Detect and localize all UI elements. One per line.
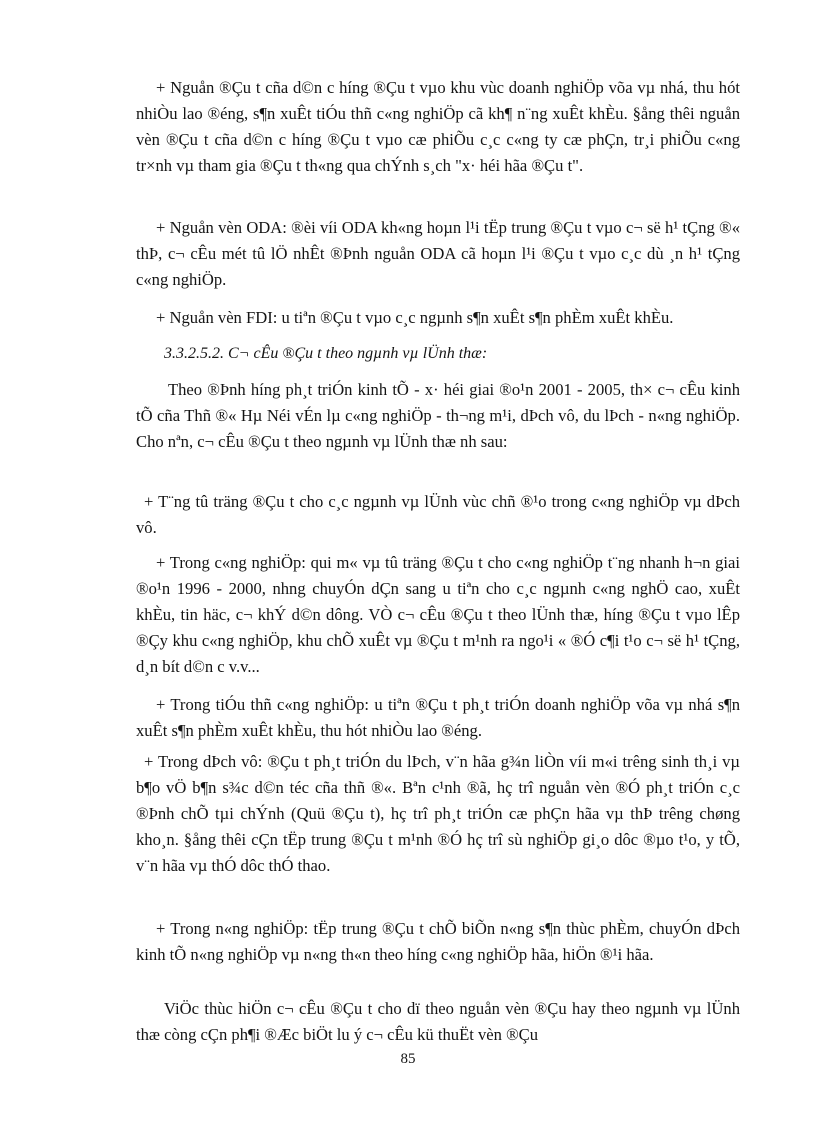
paragraph-agriculture: + Trong n«ng nghiÖp: tËp trung ®Çu t chÕ biÕn n«ng s¶n thùc phÈm, chuyÓn dÞch kinh tÕ n«ng nghiÖp vµ n«ng th«n theo híng c«ng nghiÖp hãa, hiÖn ®¹i hãa. (136, 919, 740, 964)
paragraph-economic-structure: Theo ®Þnh híng ph¸t triÓn kinh tÕ - x· héi giai ®o¹n 2001 - 2005, th× c¬ cÊu kinh tÕ cña Thñ ®« Hµ Néi vÉn lµ c«ng nghiÖp - th¬ng m¹i, dÞch vô, du lÞch - n«ng nghiÖp. Cho nªn, c¬ cÊu ®Çu t theo ngµnh vµ lÜnh thæ nh sau: (136, 380, 740, 451)
paragraph-key-sectors: + T¨ng tû träng ®Çu t cho c¸c ngµnh vµ lÜnh vùc chñ ®¹o trong c«ng nghiÖp vµ dÞch vô. (136, 492, 740, 537)
paragraph-oda-capital: + Nguån vèn ODA: ®èi víi ODA kh«ng hoµn l¹i tËp trung ®Çu t vµo c¬ së h¹ tÇng ®« thÞ, c¬ cÊu mét tû lÖ nhÊt ®Þnh nguån ODA cã hoµn l¹i ®Çu t vµo c¸c dù ¸n h¹ tÇng c«ng nghiÖp. (136, 218, 740, 289)
paragraph-handicraft: + Trong tiÓu thñ c«ng nghiÖp: u tiªn ®Çu t ph¸t triÓn doanh nghiÖp võa vµ nhá s¶n xuÊt s¶n phÈm xuÊt khÈu, thu hót nhiÒu lao ®éng. (136, 695, 740, 740)
paragraph-industry: + Trong c«ng nghiÖp: qui m« vµ tû träng ®Çu t cho c«ng nghiÖp t¨ng nhanh h¬n giai ®o¹n 1996 - 2000, nhng chuyÓn dÇn sang u tiªn cho c¸c ngµnh c«ng nghÖ cao, xuÊt khÈu, tin häc, c¬ khÝ d©n dông. VÒ c¬ cÊu ®Çu t theo lÜnh thæ, híng ®Çu t vµo lÊp ®Çy khu c«ng nghiÖp, khu chÕ xuÊt vµ ®Çu t m¹nh ra ngo¹i « ®Ó c¶i t¹o c¬ së h¹ tÇng, d¸n bít d©n c v.v... (136, 553, 740, 676)
section-heading: 3.3.2.5.2. C¬ cÊu ®Çu t theo ngµnh vµ lÜnh thæ: (164, 345, 488, 362)
paragraph-services: + Trong dÞch vô: ®Çu t ph¸t triÓn du lÞch, v¨n hãa g¾n liÒn víi m«i trêng sinh th¸i vµ b¶o vÖ b¶n s¾c d©n téc cña thñ ®«. Bªn c¹nh ®ã, hç trî nguån vèn ®Ó ph¸t triÓn c¸c ®Þnh chÕ tµi chÝnh (Quü ®Çu t), hç trî ph¸t triÓn cæ phÇn hãa vµ thÞ trêng chøng kho¸n. §ång thêi cÇn tËp trung ®Çu t m¹nh ®Ó hç trî sù nghiÖp gi¸o dôc ®µo t¹o, y tÕ, v¨n hãa vµ thÓ dôc thÓ thao. (136, 752, 740, 875)
paragraph-household-capital: + Nguån ®Çu t cña d©n c híng ®Çu t vµo khu vùc doanh nghiÖp võa vµ nhá, thu hót nhiÒu lao ®éng, s¶n xuÊt tiÓu thñ c«ng nghiÖp cã kh¶ n¨ng xuÊt khÈu. §ång thêi nguån vèn ®Çu t cña d©n c híng ®Çu t vµo cæ phiÕu c¸c c«ng ty cæ phÇn, tr¸i phiÕu c«ng tr×nh vµ tham gia ®Çu t th«ng qua chÝnh s¸ch "x· héi hãa ®Çu t". (136, 78, 740, 175)
paragraph-investment-structure: ViÖc thùc hiÖn c¬ cÊu ®Çu t cho dï theo nguån vèn ®Çu hay theo ngµnh vµ lÜnh thæ còng cÇn ph¶i ®Æc biÖt lu ý c¬ cÊu kü thuËt vèn ®Çu (136, 999, 740, 1044)
paragraph-fdi-capital: + Nguån vèn FDI: u tiªn ®Çu t vµo c¸c ngµnh s¶n xuÊt s¶n phÈm xuÊt khÈu. (156, 308, 674, 327)
page-number: 85 (400, 1051, 416, 1067)
